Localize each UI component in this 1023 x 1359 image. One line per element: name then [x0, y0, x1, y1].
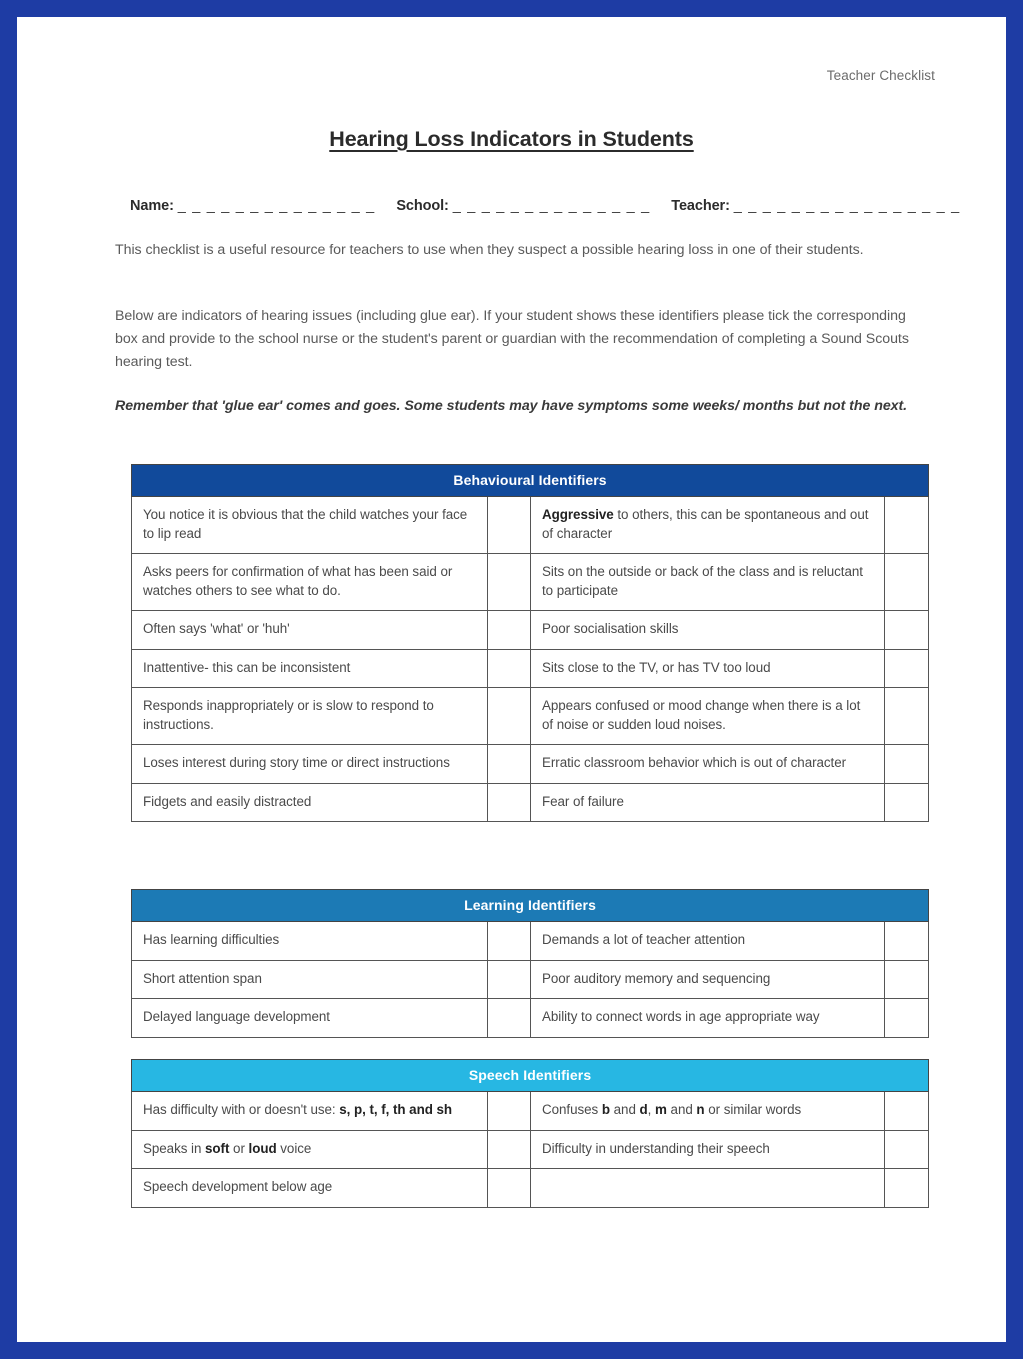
tick-box-right[interactable]	[885, 1130, 929, 1169]
identifier-text-right: Difficulty in understanding their speech	[531, 1130, 885, 1169]
identifier-text-left: Loses interest during story time or direct instructions	[132, 745, 488, 784]
identifier-text-right	[531, 1169, 885, 1208]
table-row	[132, 922, 929, 961]
identifier-text-left: Has learning difficulties	[132, 922, 488, 961]
identifier-text-right: Appears confused or mood change when there is a lot of noise or sudden loud noises.	[531, 688, 885, 745]
speech-header-label: Speech Identifiers	[132, 1060, 929, 1092]
table-header-row	[132, 465, 929, 497]
identifier-text-right: Poor socialisation skills	[531, 611, 885, 650]
teacher-label: Teacher:	[671, 198, 730, 214]
glue-ear-note: Remember that 'glue ear' comes and goes. Some students may have symptoms some weeks/ months but not the next.	[115, 398, 908, 414]
table-header-row	[132, 890, 929, 922]
tick-box-right[interactable]	[885, 783, 929, 822]
tick-box-right[interactable]	[885, 554, 929, 611]
tick-box-left[interactable]	[488, 1130, 531, 1169]
tick-box-left[interactable]	[488, 745, 531, 784]
table-row	[132, 999, 929, 1038]
tick-box-right[interactable]	[885, 999, 929, 1038]
tick-box-right[interactable]	[885, 1092, 929, 1131]
name-label: Name:	[130, 198, 174, 214]
tick-box-right[interactable]	[885, 960, 929, 999]
identifier-text-right: Ability to connect words in age appropriate way	[531, 999, 885, 1038]
identifier-text-right: Poor auditory memory and sequencing	[531, 960, 885, 999]
identifier-text-left: Speech development below age	[132, 1169, 488, 1208]
tick-box-right[interactable]	[885, 922, 929, 961]
identifier-text-left: Speaks in soft or loud voice	[132, 1130, 488, 1169]
tick-box-left[interactable]	[488, 1169, 531, 1208]
identifier-text-left: Responds inappropriately or is slow to respond to instructions.	[132, 688, 488, 745]
behavioural-header-label: Behavioural Identifiers	[132, 465, 929, 497]
tick-box-right[interactable]	[885, 497, 929, 554]
tick-box-left[interactable]	[488, 960, 531, 999]
identifier-text-left: Delayed language development	[132, 999, 488, 1038]
identifier-text-left: Short attention span	[132, 960, 488, 999]
identifier-text-left: Has difficulty with or doesn't use: s, p, t, f, th and sh	[132, 1092, 488, 1131]
school-blank-line[interactable]: _ _ _ _ _ _ _ _ _ _ _ _ _ _	[452, 198, 651, 214]
tick-box-left[interactable]	[488, 922, 531, 961]
tick-box-left[interactable]	[488, 999, 531, 1038]
table-row	[132, 960, 929, 999]
tick-box-right[interactable]	[885, 1169, 929, 1208]
identifier-text-left: Often says 'what' or 'huh'	[132, 611, 488, 650]
table-row	[132, 1169, 929, 1208]
intro-paragraph-2: Below are indicators of hearing issues (including glue ear). If your student shows these identifiers please tick the corresponding box and provide to the school nurse or the student's parent or guardian with the recommendation of completing a Sound Scouts hearing test.	[115, 308, 909, 370]
behavioural-table-body	[132, 497, 929, 822]
tick-box-right[interactable]	[885, 611, 929, 650]
identifier-text-right: Confuses b and d, m and n or similar words	[531, 1092, 885, 1131]
document-kicker: Teacher Checklist	[826, 68, 935, 83]
table-row	[132, 1130, 929, 1169]
identifier-text-right: Aggressive to others, this can be spontaneous and out of character	[531, 497, 885, 554]
school-label: School:	[396, 198, 449, 214]
identifier-text-right: Sits close to the TV, or has TV too loud	[531, 649, 885, 688]
identifier-text-right: Demands a lot of teacher attention	[531, 922, 885, 961]
intro-paragraph-1: This checklist is a useful resource for teachers to use when they suspect a possible hearing loss in one of their students.	[115, 242, 864, 258]
table-row	[132, 1092, 929, 1131]
identifier-text-left: You notice it is obvious that the child watches your face to lip read	[132, 497, 488, 554]
tick-box-left[interactable]	[488, 649, 531, 688]
table-row	[132, 688, 929, 745]
speech-table-body	[132, 1092, 929, 1208]
tick-box-left[interactable]	[488, 497, 531, 554]
identifier-text-right: Sits on the outside or back of the class and is reluctant to participate	[531, 554, 885, 611]
behavioural-identifiers-table	[131, 464, 929, 822]
table-row	[132, 497, 929, 554]
tick-box-left[interactable]	[488, 783, 531, 822]
identification-fields	[130, 198, 960, 214]
table-row	[132, 649, 929, 688]
tick-box-left[interactable]	[488, 554, 531, 611]
document-sheet	[17, 17, 1006, 1342]
table-row	[132, 783, 929, 822]
table-row	[132, 611, 929, 650]
table-row	[132, 554, 929, 611]
page-border-frame	[17, 17, 1006, 1342]
tick-box-left[interactable]	[488, 611, 531, 650]
identifier-text-left: Inattentive- this can be inconsistent	[132, 649, 488, 688]
name-blank-line[interactable]: _ _ _ _ _ _ _ _ _ _ _ _ _ _	[177, 198, 376, 214]
tick-box-right[interactable]	[885, 745, 929, 784]
speech-identifiers-table	[131, 1059, 929, 1208]
table-row	[132, 745, 929, 784]
learning-identifiers-table	[131, 889, 929, 1038]
table-header-row	[132, 1060, 929, 1092]
identifier-text-right: Erratic classroom behavior which is out of character	[531, 745, 885, 784]
teacher-blank-line[interactable]: _ _ _ _ _ _ _ _ _ _ _ _ _ _ _ _	[733, 198, 961, 214]
learning-table-body	[132, 922, 929, 1038]
page-title: Hearing Loss Indicators in Students	[329, 127, 694, 151]
identifier-text-left: Fidgets and easily distracted	[132, 783, 488, 822]
tick-box-right[interactable]	[885, 649, 929, 688]
identifier-text-left: Asks peers for confirmation of what has been said or watches others to see what to do.	[132, 554, 488, 611]
learning-header-label: Learning Identifiers	[132, 890, 929, 922]
identifier-text-right: Fear of failure	[531, 783, 885, 822]
tick-box-right[interactable]	[885, 688, 929, 745]
tick-box-left[interactable]	[488, 688, 531, 745]
tick-box-left[interactable]	[488, 1092, 531, 1131]
